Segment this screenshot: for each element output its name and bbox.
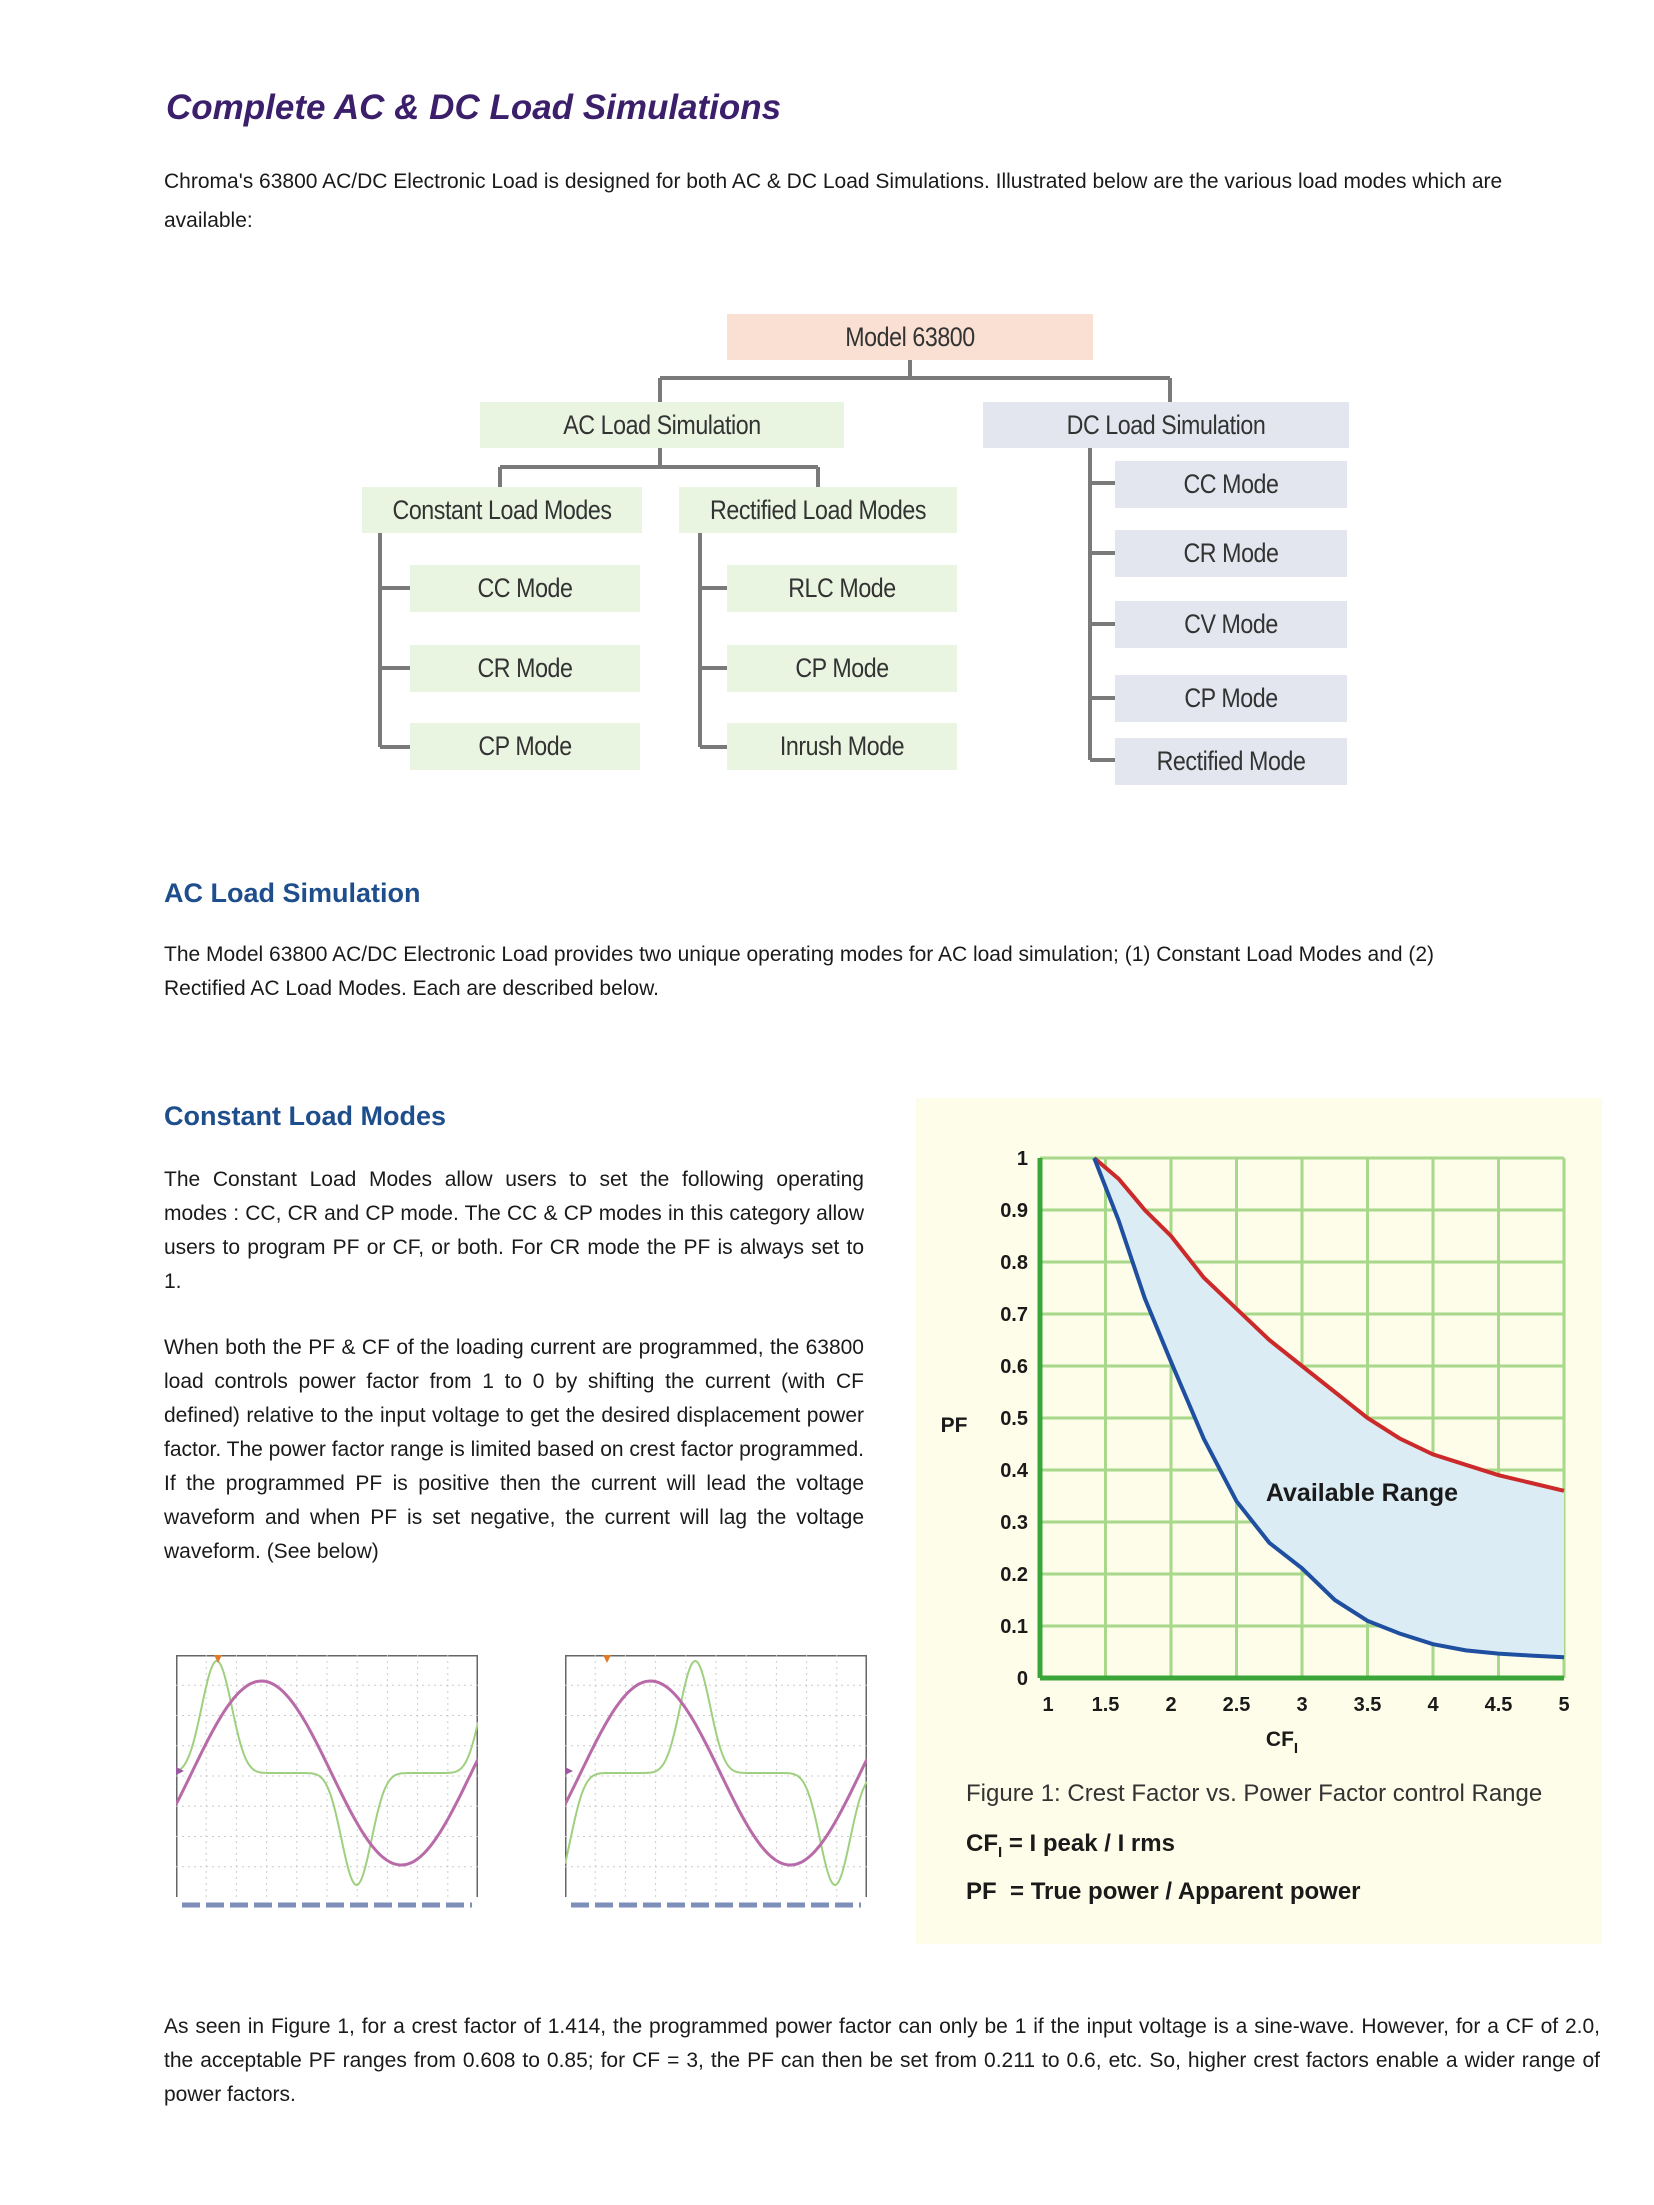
y-axis-label: PF (940, 1414, 968, 1437)
y-tick-label: 0.9 (1000, 1200, 1028, 1222)
scope-frame (565, 1655, 867, 1913)
page-title: Complete AC & DC Load Simulations (166, 88, 782, 127)
formula-cf-label: CF (966, 1830, 998, 1857)
scope-screenshot-lag (565, 1655, 867, 1913)
y-tick-label: 0.2 (1000, 1564, 1028, 1586)
tree-dc-box (983, 402, 1349, 448)
tree-constant-box (362, 487, 642, 533)
tree-ac-box (480, 402, 844, 448)
tree-dc-mode-box (1115, 461, 1347, 508)
tree-rectified-mode-label: Inrush Mode (779, 731, 905, 761)
tree-constant-mode-box (410, 565, 640, 612)
y-tick-label: 0.6 (1000, 1356, 1028, 1378)
y-tick-label: 0.8 (1000, 1252, 1028, 1274)
constant-paragraph-2: When both the PF & CF of the loading current are programmed, the 63800 load controls power factor from 1 to 0 by shifting the current (with CF defined) relative to the input voltage to get the desired displacement power factor. The power factor range is limited based on crest factor programmed. If the programmed PF is positive then the current will lead the voltage waveform and when PF is set negative, the current will lag the voltage waveform. (See below) (164, 1336, 864, 1563)
formula-cf-definition: = I peak / I rms (1002, 1830, 1175, 1857)
tree-root-label: Model 63800 (845, 321, 975, 352)
tree-dc-mode-box (1115, 530, 1347, 577)
x-tick-label: 2 (1165, 1694, 1177, 1716)
y-tick-label: 0.4 (1000, 1460, 1028, 1482)
tree-ac-label: AC Load Simulation (563, 409, 761, 440)
tree-rectified-box (679, 487, 957, 533)
formula-power-factor: PF = True power / Apparent power (966, 1878, 1361, 1905)
crest-factor-chart (916, 1098, 1602, 1798)
tree-constant-mode-label: CR Mode (477, 653, 573, 683)
formula-crest-factor (966, 1830, 1175, 1861)
tree-dc-mode-label: CV Mode (1184, 609, 1278, 639)
ac-section-heading: AC Load Simulation (164, 878, 421, 908)
tree-rectified-mode-label: CP Mode (795, 653, 889, 683)
tree-constant-mode-box (410, 723, 640, 770)
tree-constant-mode-box (410, 645, 640, 692)
x-tick-label: 3 (1296, 1694, 1308, 1716)
x-tick-label: 2.5 (1222, 1694, 1251, 1716)
tree-constant-mode-label: CC Mode (477, 573, 573, 603)
conclusion-paragraph: As seen in Figure 1, for a crest factor of 1.414, the programmed power factor can only be 1 if the input voltage is a sine-wave. However, for a CF of 2.0, the acceptable PF ranges from 0.608 to 0.85; for CF = 3, the PF can then be set from 0.211 to 0.6, etc. So, higher crest factors enable a wider range of power factors. (164, 2015, 1600, 2106)
y-tick-label: 0.7 (1000, 1304, 1028, 1326)
constant-section-heading: Constant Load Modes (164, 1101, 446, 1131)
x-tick-label: 1 (1042, 1694, 1054, 1716)
x-tick-label: 1.5 (1091, 1694, 1120, 1716)
tree-rectified-mode-label: RLC Mode (788, 573, 896, 603)
y-tick-label: 0 (1016, 1668, 1028, 1690)
figure-caption: Figure 1: Crest Factor vs. Power Factor control Range (966, 1780, 1543, 1807)
chart-annotation: Available Range (1265, 1479, 1459, 1507)
tree-rectified-label: Rectified Load Modes (710, 494, 926, 525)
tree-rectified-mode-box (727, 645, 957, 692)
tree-constant-mode-label: CP Mode (478, 731, 572, 761)
constant-paragraph-1: The Constant Load Modes allow users to set the following operating modes : CC, CR and CP mode. The CC & CP modes in this category allow users to program PF or CF, or both. For CR mode the PF is always set to 1. (164, 1168, 864, 1293)
x-tick-label: 4.5 (1484, 1694, 1513, 1716)
tree-constant-label: Constant Load Modes (392, 494, 612, 525)
tree-dc-label: DC Load Simulation (1066, 409, 1266, 440)
y-tick-label: 0.5 (1000, 1408, 1028, 1430)
tree-rectified-mode-box (727, 723, 957, 770)
tree-dc-mode-label: CP Mode (1184, 683, 1278, 713)
y-tick-label: 1 (1016, 1148, 1028, 1170)
ac-section-paragraph: The Model 63800 AC/DC Electronic Load provides two unique operating modes for AC load simulation; (1) Constant Load Modes and (2) Rectified AC Load Modes. Each are described below. (164, 943, 1435, 1000)
y-tick-label: 0.1 (1000, 1616, 1028, 1638)
tree-dc-mode-label: Rectified Mode (1156, 746, 1306, 776)
tree-dc-mode-box (1115, 675, 1347, 722)
x-tick-labels (1042, 1694, 1569, 1716)
x-tick-label: 5 (1558, 1694, 1570, 1716)
tree-root-box (727, 314, 1093, 360)
formula-cf-subscript: I (998, 1843, 1003, 1861)
tree-dc-mode-box (1115, 601, 1347, 648)
y-tick-labels (1000, 1148, 1029, 1690)
intro-paragraph: Chroma's 63800 AC/DC Electronic Load is designed for both AC & DC Load Simulations. Illustrated below are the various load modes which are available: (164, 170, 1503, 232)
scope-screenshot-lead (176, 1655, 478, 1913)
x-axis-label-main: CF (1265, 1728, 1294, 1751)
y-tick-label: 0.3 (1000, 1512, 1028, 1534)
x-tick-label: 4 (1427, 1694, 1439, 1716)
x-axis-label-sub: I (1293, 1740, 1299, 1757)
tree-dc-mode-label: CC Mode (1183, 469, 1279, 499)
tree-dc-mode-box (1115, 738, 1347, 785)
x-tick-label: 3.5 (1353, 1694, 1382, 1716)
available-range-fill (1094, 1158, 1564, 1657)
tree-rectified-mode-box (727, 565, 957, 612)
tree-dc-mode-label: CR Mode (1183, 538, 1279, 568)
x-axis-label (1266, 1728, 1298, 1757)
